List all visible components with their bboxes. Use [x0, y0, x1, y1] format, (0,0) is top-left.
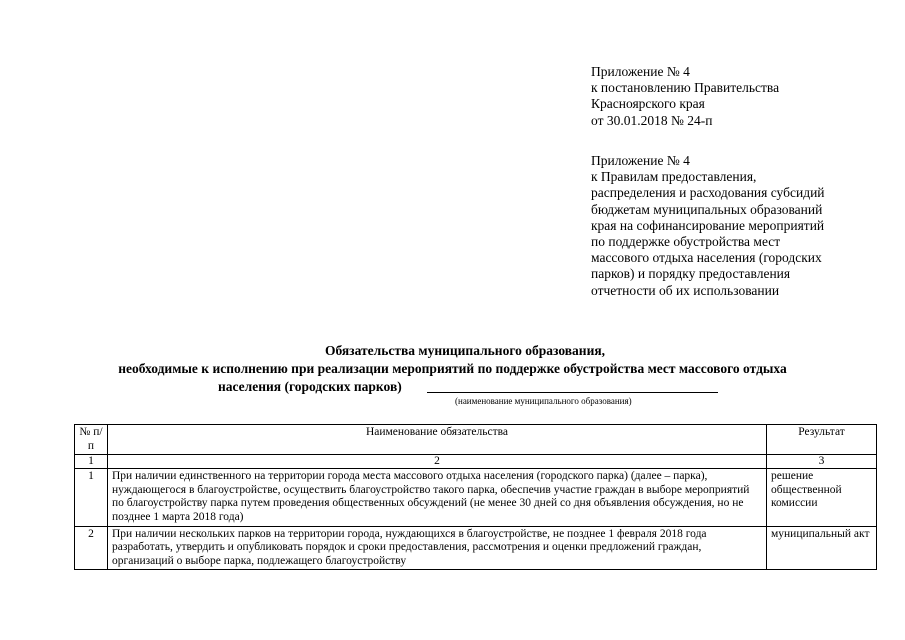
appendix-line: к Правилам предоставления,: [591, 169, 757, 185]
appendix-line: распределения и расходования субсидий: [591, 185, 825, 201]
row-number: 1: [75, 469, 108, 526]
obligation-result: решение общественной комиссии: [767, 469, 877, 526]
appendix-line: края на софинансирование мероприятий: [591, 217, 825, 233]
header-number: № п/п: [75, 425, 108, 455]
header-result: Результат: [767, 425, 877, 455]
obligations-table: [74, 424, 877, 570]
appendix-line: Приложение № 4: [591, 64, 690, 79]
obligation-text: При наличии нескольких парков на территории города, нуждающихся в благоустройстве, не позднее 1 февраля 2018 года разработать, утвердить и опубликовать порядок и сроки предоставления, рассмотрения и оценки предложений граждан, организаций о выборе парка, подлежащего благоустройству: [108, 526, 767, 570]
header-obligation-name: Наименование обязательства: [108, 425, 767, 455]
appendix-line: по поддержке обустройства мест: [591, 234, 781, 250]
appendix-line: Красноярского края: [591, 96, 705, 112]
document-title-line-1: Обязательства муниципального образования,: [324, 343, 606, 358]
obligation-text: При наличии единственного на территории города места массового отдыха населения (городского парка) (далее – парка), нуждающегося в благоустройстве, осуществить благоустройство такого парка, обеспечив участие граждан в выборе мероприятий по благоустройству парка путем проведения общественных обсуждений (не менее 30 дней со дня объявления обсуждения, но не позднее 1 марта 2018 года): [108, 469, 767, 526]
table-header-row: [75, 425, 877, 455]
column-number: 1: [75, 455, 108, 469]
obligation-result: муниципальный акт: [767, 526, 877, 570]
document-title-line-2: необходимые к исполнению при реализации мероприятий по поддержке обустройства мест массового отдыха: [118, 361, 787, 376]
table-row: [75, 526, 877, 570]
municipality-name-caption: (наименование муниципального образования): [455, 396, 632, 406]
column-number-row: [75, 455, 877, 469]
appendix-line: Приложение № 4: [591, 153, 690, 168]
appendix-line: парков) и порядку предоставления: [591, 266, 791, 282]
column-number: 3: [767, 455, 877, 469]
appendix-to-rules: [591, 153, 825, 299]
table-row: [75, 469, 877, 526]
appendix-line: бюджетам муниципальных образований: [591, 201, 823, 217]
municipality-name-blank: [427, 392, 718, 393]
appendix-line: отчетности об их использовании: [591, 282, 780, 298]
document-title-line-3: населения (городских парков): [218, 379, 402, 394]
appendix-line: к постановлению Правительства: [591, 80, 780, 96]
appendix-line: от 30.01.2018 № 24-п: [591, 112, 713, 128]
column-number: 2: [108, 455, 767, 469]
row-number: 2: [75, 526, 108, 570]
appendix-to-resolution: [591, 64, 779, 129]
appendix-line: массового отдыха населения (городских: [591, 250, 822, 266]
